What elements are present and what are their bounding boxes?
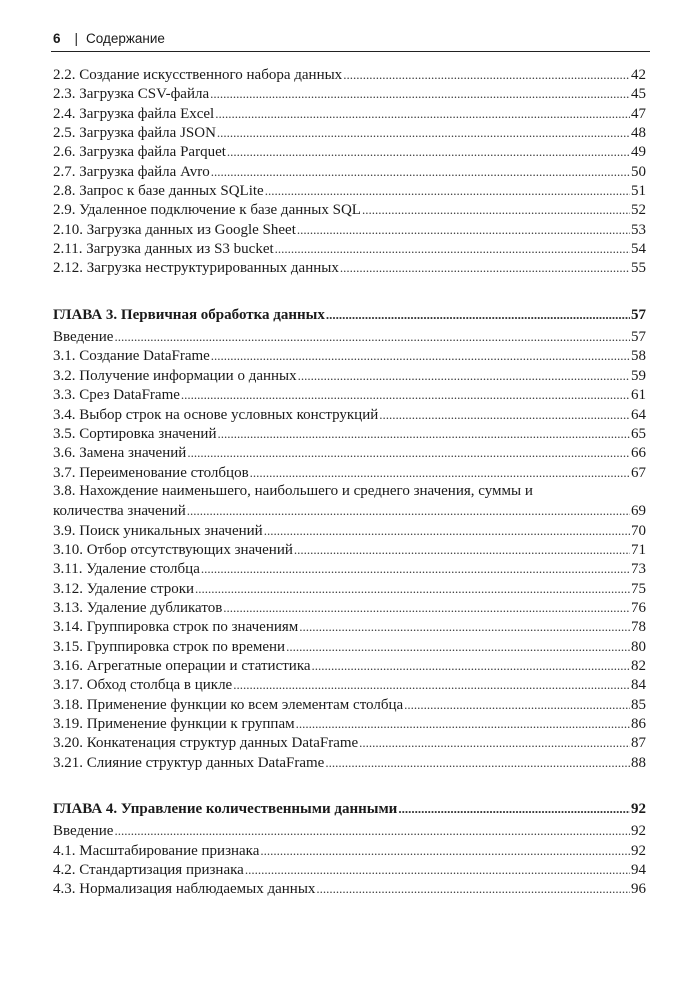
dot-leader xyxy=(398,799,630,818)
entry-page: 49 xyxy=(631,144,646,161)
dot-leader xyxy=(299,617,630,636)
toc-entry[interactable] xyxy=(53,327,646,346)
entry-page: 48 xyxy=(631,125,646,142)
entry-title: 3.13. Удаление дубликатов xyxy=(53,599,223,616)
entry-page: 86 xyxy=(631,716,646,732)
toc-entry[interactable] xyxy=(53,84,646,103)
dot-leader xyxy=(296,714,630,733)
dot-leader xyxy=(294,540,630,559)
entry-page: 54 xyxy=(631,241,646,258)
dot-leader xyxy=(114,327,630,346)
dot-leader xyxy=(227,142,630,161)
entry-title: 2.2. Создание искусственного набора данных xyxy=(53,67,343,83)
entry-title: 2.6. Загрузка файла Parquet xyxy=(53,144,226,161)
dot-leader xyxy=(343,65,630,84)
entry-page: 57 xyxy=(631,329,646,346)
toc-entry[interactable] xyxy=(53,443,646,462)
toc-entry[interactable] xyxy=(53,617,646,636)
entry-page: 53 xyxy=(631,221,646,238)
entry-page: 94 xyxy=(631,862,646,879)
entry-page: 50 xyxy=(631,163,646,180)
entry-title: 3.14. Группировка строк по значениям xyxy=(53,619,299,636)
page-title: Содержание xyxy=(86,31,165,46)
toc-section-chapter3 xyxy=(53,305,646,772)
dot-leader xyxy=(187,443,630,462)
dot-leader xyxy=(211,162,630,181)
toc-entry[interactable] xyxy=(53,405,646,424)
entry-title: 3.16. Агрегатные операции и статистика xyxy=(53,657,311,674)
entry-title: 3.4. Выбор строк на основе условных конструкций xyxy=(53,406,379,423)
entry-title: 2.3. Загрузка CSV-файла xyxy=(53,86,210,103)
chapter-page: 57 xyxy=(631,306,646,323)
toc-entry[interactable] xyxy=(53,104,646,123)
entry-title: 3.12. Удаление строки xyxy=(53,580,195,597)
entry-page: 75 xyxy=(631,580,646,597)
toc-entry[interactable] xyxy=(53,714,646,733)
toc-entry[interactable] xyxy=(53,695,646,714)
dot-leader xyxy=(298,366,630,385)
dot-leader xyxy=(264,521,630,540)
toc-entry[interactable] xyxy=(53,559,646,578)
toc-entry[interactable] xyxy=(53,463,646,482)
toc-entry[interactable] xyxy=(53,821,646,840)
dot-leader xyxy=(359,733,630,752)
chapter-heading[interactable] xyxy=(53,305,646,324)
entry-page: 71 xyxy=(631,541,646,558)
entry-title: 3.5. Сортировка значений xyxy=(53,425,217,442)
dot-leader xyxy=(260,841,630,860)
entry-title: 4.2. Стандартизация признака xyxy=(53,862,244,879)
entry-page: 76 xyxy=(631,599,646,616)
entry-title: 3.7. Переименование столбцов xyxy=(53,464,249,481)
dot-leader xyxy=(250,463,630,482)
chapter-heading[interactable] xyxy=(53,799,646,818)
toc-section-chapter4 xyxy=(53,799,646,899)
entry-page: 92 xyxy=(631,842,646,859)
dot-leader xyxy=(326,305,630,324)
entry-title: 2.4. Загрузка файла Excel xyxy=(53,105,215,122)
entry-page: 88 xyxy=(631,754,646,771)
entry-page: 55 xyxy=(631,260,646,277)
entry-title: 2.9. Удаленное подключение к базе данных SQL xyxy=(53,202,361,219)
toc-entry[interactable] xyxy=(53,521,646,540)
dot-leader xyxy=(210,84,630,103)
dot-leader xyxy=(201,559,630,578)
dot-leader xyxy=(211,346,630,365)
entry-page: 47 xyxy=(631,105,646,122)
entry-title: 3.11. Удаление столбца xyxy=(53,561,200,578)
toc-entry[interactable] xyxy=(53,733,646,752)
toc-entry[interactable] xyxy=(53,879,646,898)
dot-leader xyxy=(187,501,630,520)
dot-leader xyxy=(217,123,630,142)
entry-title: 2.8. Запрос к базе данных SQLite xyxy=(53,183,264,200)
toc-entry-continuation xyxy=(53,501,646,520)
dot-leader xyxy=(265,181,630,200)
entry-page: 80 xyxy=(631,638,646,655)
entry-title: 2.7. Загрузка файла Avro xyxy=(53,163,210,180)
entry-title: 3.15. Группировка строк по времени xyxy=(53,638,286,655)
toc-entry[interactable] xyxy=(53,123,646,142)
dot-leader xyxy=(181,385,630,404)
dot-leader xyxy=(215,104,630,123)
dot-leader xyxy=(404,695,630,714)
entry-title: 2.11. Загрузка данных из S3 bucket xyxy=(53,241,274,258)
toc-entry[interactable] xyxy=(53,598,646,617)
entry-page: 52 xyxy=(631,202,646,219)
chapter-page: 92 xyxy=(631,801,646,818)
dot-leader xyxy=(312,656,630,675)
entry-page: 51 xyxy=(631,183,646,200)
dot-leader xyxy=(362,200,630,219)
dot-leader xyxy=(233,675,630,694)
toc-entry[interactable] xyxy=(53,142,646,161)
header-separator: | xyxy=(74,31,79,46)
toc-entry[interactable] xyxy=(53,200,646,219)
entry-page: 87 xyxy=(631,735,646,752)
entry-title: 2.12. Загрузка неструктурированных данных xyxy=(53,260,339,277)
toc-entry[interactable] xyxy=(53,841,646,860)
entry-page: 70 xyxy=(631,522,646,539)
dot-leader xyxy=(114,821,630,840)
toc-entry[interactable] xyxy=(53,366,646,385)
dot-leader xyxy=(286,637,630,656)
entry-title: 3.20. Конкатенация структур данных DataFrame xyxy=(53,735,359,752)
entry-page: 67 xyxy=(631,464,646,481)
toc-entry[interactable] xyxy=(53,220,646,239)
entry-title: 2.10. Загрузка данных из Google Sheet xyxy=(53,221,296,238)
entry-title: 4.3. Нормализация наблюдаемых данных xyxy=(53,881,316,898)
page-number: 6 xyxy=(53,31,61,46)
toc-entry[interactable] xyxy=(53,258,646,277)
entry-title: 3.10. Отбор отсутствующих значений xyxy=(53,541,293,558)
dot-leader xyxy=(325,753,630,772)
toc-entry[interactable] xyxy=(53,860,646,879)
toc-entry[interactable] xyxy=(53,65,646,84)
toc-entry[interactable] xyxy=(53,385,646,404)
toc-section-chapter2 xyxy=(53,65,646,278)
dot-leader xyxy=(340,258,630,277)
toc-entry[interactable] xyxy=(53,753,646,772)
toc-entry[interactable] xyxy=(53,637,646,656)
toc-entry[interactable] xyxy=(53,540,646,559)
dot-leader xyxy=(379,405,630,424)
entry-page: 58 xyxy=(631,348,646,365)
entry-title: 2.5. Загрузка файла JSON xyxy=(53,125,216,142)
entry-title: 3.2. Получение информации о данных xyxy=(53,367,297,384)
toc-entry[interactable] xyxy=(53,346,646,365)
entry-page: 85 xyxy=(631,696,646,713)
entry-title: 3.21. Слияние структур данных DataFrame xyxy=(53,754,325,771)
entry-page: 84 xyxy=(631,677,646,694)
entry-title: 3.17. Обход столбца в цикле xyxy=(53,677,233,694)
entry-page: 66 xyxy=(631,445,646,462)
entry-page: 73 xyxy=(631,561,646,578)
toc-entry-wrapped[interactable] xyxy=(53,482,646,521)
dot-leader xyxy=(223,598,630,617)
entry-page: 69 xyxy=(631,503,646,520)
entry-page: 65 xyxy=(631,425,646,442)
entry-page: 61 xyxy=(631,387,646,404)
entry-page: 64 xyxy=(631,406,646,423)
entry-title-line1: 3.8. Нахождение наименьшего, наибольшего и среднего значения, суммы и xyxy=(53,482,533,499)
toc-entry[interactable] xyxy=(53,162,646,181)
toc-entry[interactable] xyxy=(53,424,646,443)
entry-page: 78 xyxy=(631,619,646,636)
entry-title-line2: количества значений xyxy=(53,503,186,520)
entry-title: 4.1. Масштабирование признака xyxy=(53,842,260,859)
entry-title: Введение xyxy=(53,823,114,840)
entry-page: 92 xyxy=(631,823,646,840)
dot-leader xyxy=(217,424,630,443)
entry-title: 3.6. Замена значений xyxy=(53,445,187,462)
entry-title: 3.1. Создание DataFrame xyxy=(53,348,210,365)
chapter-title: ГЛАВА 3. Первичная обработка данных xyxy=(53,306,325,323)
toc-entry[interactable] xyxy=(53,579,646,598)
dot-leader xyxy=(195,579,630,598)
entry-page: 82 xyxy=(631,657,646,674)
entry-page: 45 xyxy=(631,86,646,103)
entry-title: 3.18. Применение функции ко всем элементам столбца xyxy=(53,696,404,713)
toc-entry[interactable] xyxy=(53,656,646,675)
entry-page: 42 xyxy=(631,67,646,83)
table-of-contents xyxy=(53,65,646,899)
dot-leader xyxy=(245,860,630,879)
entry-title: 3.9. Поиск уникальных значений xyxy=(53,522,263,539)
entry-page: 59 xyxy=(631,367,646,384)
toc-entry[interactable] xyxy=(53,675,646,694)
running-head xyxy=(53,31,165,46)
header-rule xyxy=(51,51,650,52)
dot-leader xyxy=(297,220,630,239)
chapter-title: ГЛАВА 4. Управление количественными данными xyxy=(53,801,398,818)
dot-leader xyxy=(316,879,630,898)
toc-entry[interactable] xyxy=(53,181,646,200)
dot-leader xyxy=(275,239,630,258)
entry-page: 96 xyxy=(631,881,646,898)
toc-entry[interactable] xyxy=(53,239,646,258)
entry-title: 3.3. Срез DataFrame xyxy=(53,387,180,404)
entry-title: 3.19. Применение функции к группам xyxy=(53,716,295,732)
entry-title: Введение xyxy=(53,329,114,346)
